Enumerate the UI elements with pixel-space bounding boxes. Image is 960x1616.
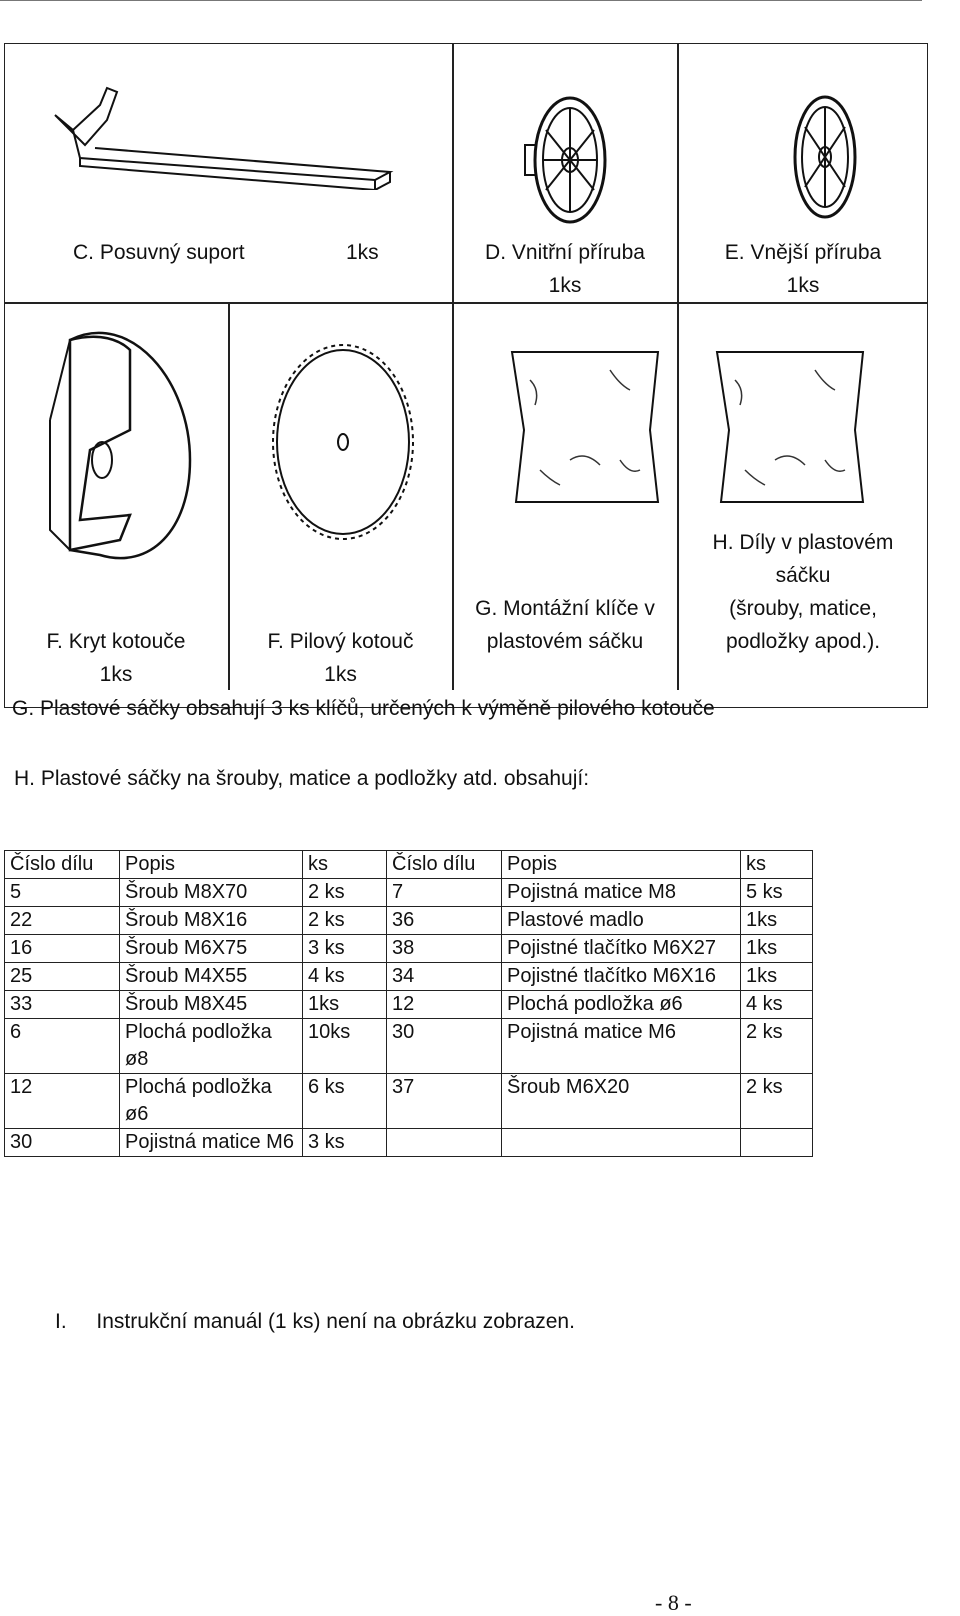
- table-cell: Pojistná matice M6: [120, 1129, 303, 1157]
- table-cell: 5: [5, 879, 120, 907]
- table-cell: Šroub M8X70: [120, 879, 303, 907]
- inner-flange-illustration: [520, 90, 610, 230]
- table-cell: Pojistné tlačítko M6X27: [502, 935, 741, 963]
- table-cell: 25: [5, 963, 120, 991]
- table-cell: 2 ks: [741, 1019, 813, 1074]
- table-cell: 16: [5, 935, 120, 963]
- table-row: [5, 1129, 813, 1157]
- grid-col-divider: [452, 43, 454, 303]
- table-cell: 2 ks: [303, 907, 387, 935]
- manual-note-marker: I.: [55, 1310, 67, 1333]
- table-cell: 4 ks: [303, 963, 387, 991]
- part-g-label-line1: G. Montážní klíče v: [475, 597, 655, 620]
- table-cell: 12: [387, 991, 502, 1019]
- part-g-label-line2: plastovém sáčku: [486, 630, 644, 653]
- table-cell: Šroub M6X20: [502, 1074, 741, 1129]
- header-cell: Popis: [502, 851, 741, 879]
- blade-guard-illustration: [40, 320, 200, 570]
- table-cell: 3 ks: [303, 935, 387, 963]
- table-row: [5, 935, 813, 963]
- table-row: [5, 963, 813, 991]
- table-cell: Šroub M8X45: [120, 991, 303, 1019]
- table-row: [5, 879, 813, 907]
- part-h-label-line1: H. Díly v plastovém: [712, 531, 894, 554]
- table-cell: Pojistná matice M8: [502, 879, 741, 907]
- table-cell: 10ks: [303, 1019, 387, 1074]
- header-cell: Číslo dílu: [387, 851, 502, 879]
- table-cell: Plastové madlo: [502, 907, 741, 935]
- saw-blade-illustration: [268, 342, 418, 542]
- note-h: H. Plastové sáčky na šrouby, matice a podložky atd. obsahují:: [14, 767, 590, 790]
- table-cell: 22: [5, 907, 120, 935]
- header-cell: ks: [741, 851, 813, 879]
- table-cell: 1ks: [741, 935, 813, 963]
- table-cell: 33: [5, 991, 120, 1019]
- part-h-label-line3: (šrouby, matice,: [729, 597, 877, 620]
- table-cell: Šroub M8X16: [120, 907, 303, 935]
- table-row: [5, 1019, 813, 1074]
- grid-col-divider: [677, 302, 679, 690]
- table-cell: 2 ks: [741, 1074, 813, 1129]
- table-row: [5, 1074, 813, 1129]
- plastic-bag-keys-illustration: [510, 350, 660, 505]
- part-e-qty: 1ks: [786, 274, 820, 297]
- table-cell: 38: [387, 935, 502, 963]
- table-cell: Plochá podložka ø8: [120, 1019, 303, 1074]
- header-cell: Číslo dílu: [5, 851, 120, 879]
- part-f-blade-label: F. Pilový kotouč: [267, 630, 414, 653]
- table-cell: Šroub M6X75: [120, 935, 303, 963]
- part-h-label-line4: podložky apod.).: [725, 630, 881, 653]
- table-cell: Plochá podložka ø6: [120, 1074, 303, 1129]
- table-cell: 4 ks: [741, 991, 813, 1019]
- table-cell: 12: [5, 1074, 120, 1129]
- table-cell: 1ks: [741, 963, 813, 991]
- manual-note-text: Instrukční manuál (1 ks) není na obrázku zobrazen.: [96, 1310, 575, 1333]
- table-cell: 2 ks: [303, 879, 387, 907]
- header-cell: ks: [303, 851, 387, 879]
- table-cell: 1ks: [303, 991, 387, 1019]
- table-header-row: [5, 851, 813, 879]
- table-cell: 36: [387, 907, 502, 935]
- table-cell: [387, 1129, 502, 1157]
- table-cell: 7: [387, 879, 502, 907]
- table-cell: 3 ks: [303, 1129, 387, 1157]
- table-cell: 1ks: [741, 907, 813, 935]
- table-cell: 37: [387, 1074, 502, 1129]
- table-cell: 6 ks: [303, 1074, 387, 1129]
- table-cell: Šroub M4X55: [120, 963, 303, 991]
- part-d-qty: 1ks: [548, 274, 582, 297]
- table-cell: Pojistné tlačítko M6X16: [502, 963, 741, 991]
- table-cell: 6: [5, 1019, 120, 1074]
- table-row: [5, 907, 813, 935]
- outer-flange-illustration: [785, 92, 865, 222]
- table-cell: 30: [5, 1129, 120, 1157]
- table-cell: 30: [387, 1019, 502, 1074]
- part-h-label-line2: sáčku: [775, 564, 831, 587]
- table-row: [5, 991, 813, 1019]
- part-f-blade-qty: 1ks: [324, 663, 357, 686]
- header-cell: Popis: [120, 851, 303, 879]
- page-number: - 8 -: [655, 1590, 692, 1615]
- part-e-label: E. Vnější příruba: [724, 241, 882, 264]
- grid-col-divider: [452, 302, 454, 690]
- table-cell: [741, 1129, 813, 1157]
- top-rule: [0, 0, 922, 1]
- grid-row-divider: [4, 302, 928, 304]
- sliding-support-illustration: [45, 80, 405, 190]
- table-cell: Plochá podložka ø6: [502, 991, 741, 1019]
- part-f-guard-qty: 1ks: [99, 663, 133, 686]
- manual-note: [55, 1310, 575, 1334]
- table-cell: Pojistná matice M6: [502, 1019, 741, 1074]
- note-g: G. Plastové sáčky obsahují 3 ks klíčů, určených k výměně pilového kotouče: [12, 697, 715, 720]
- part-f-guard-label: F. Kryt kotouče: [46, 630, 186, 653]
- table-cell: 34: [387, 963, 502, 991]
- parts-table: [4, 850, 813, 1157]
- plastic-bag-parts-illustration: [715, 350, 865, 505]
- table-cell: 5 ks: [741, 879, 813, 907]
- part-c-label: C. Posuvný suport: [73, 241, 245, 264]
- part-d-label: D. Vnitřní příruba: [485, 241, 645, 264]
- grid-col-divider: [677, 43, 679, 303]
- part-c-qty: 1ks: [346, 241, 379, 264]
- table-cell: [502, 1129, 741, 1157]
